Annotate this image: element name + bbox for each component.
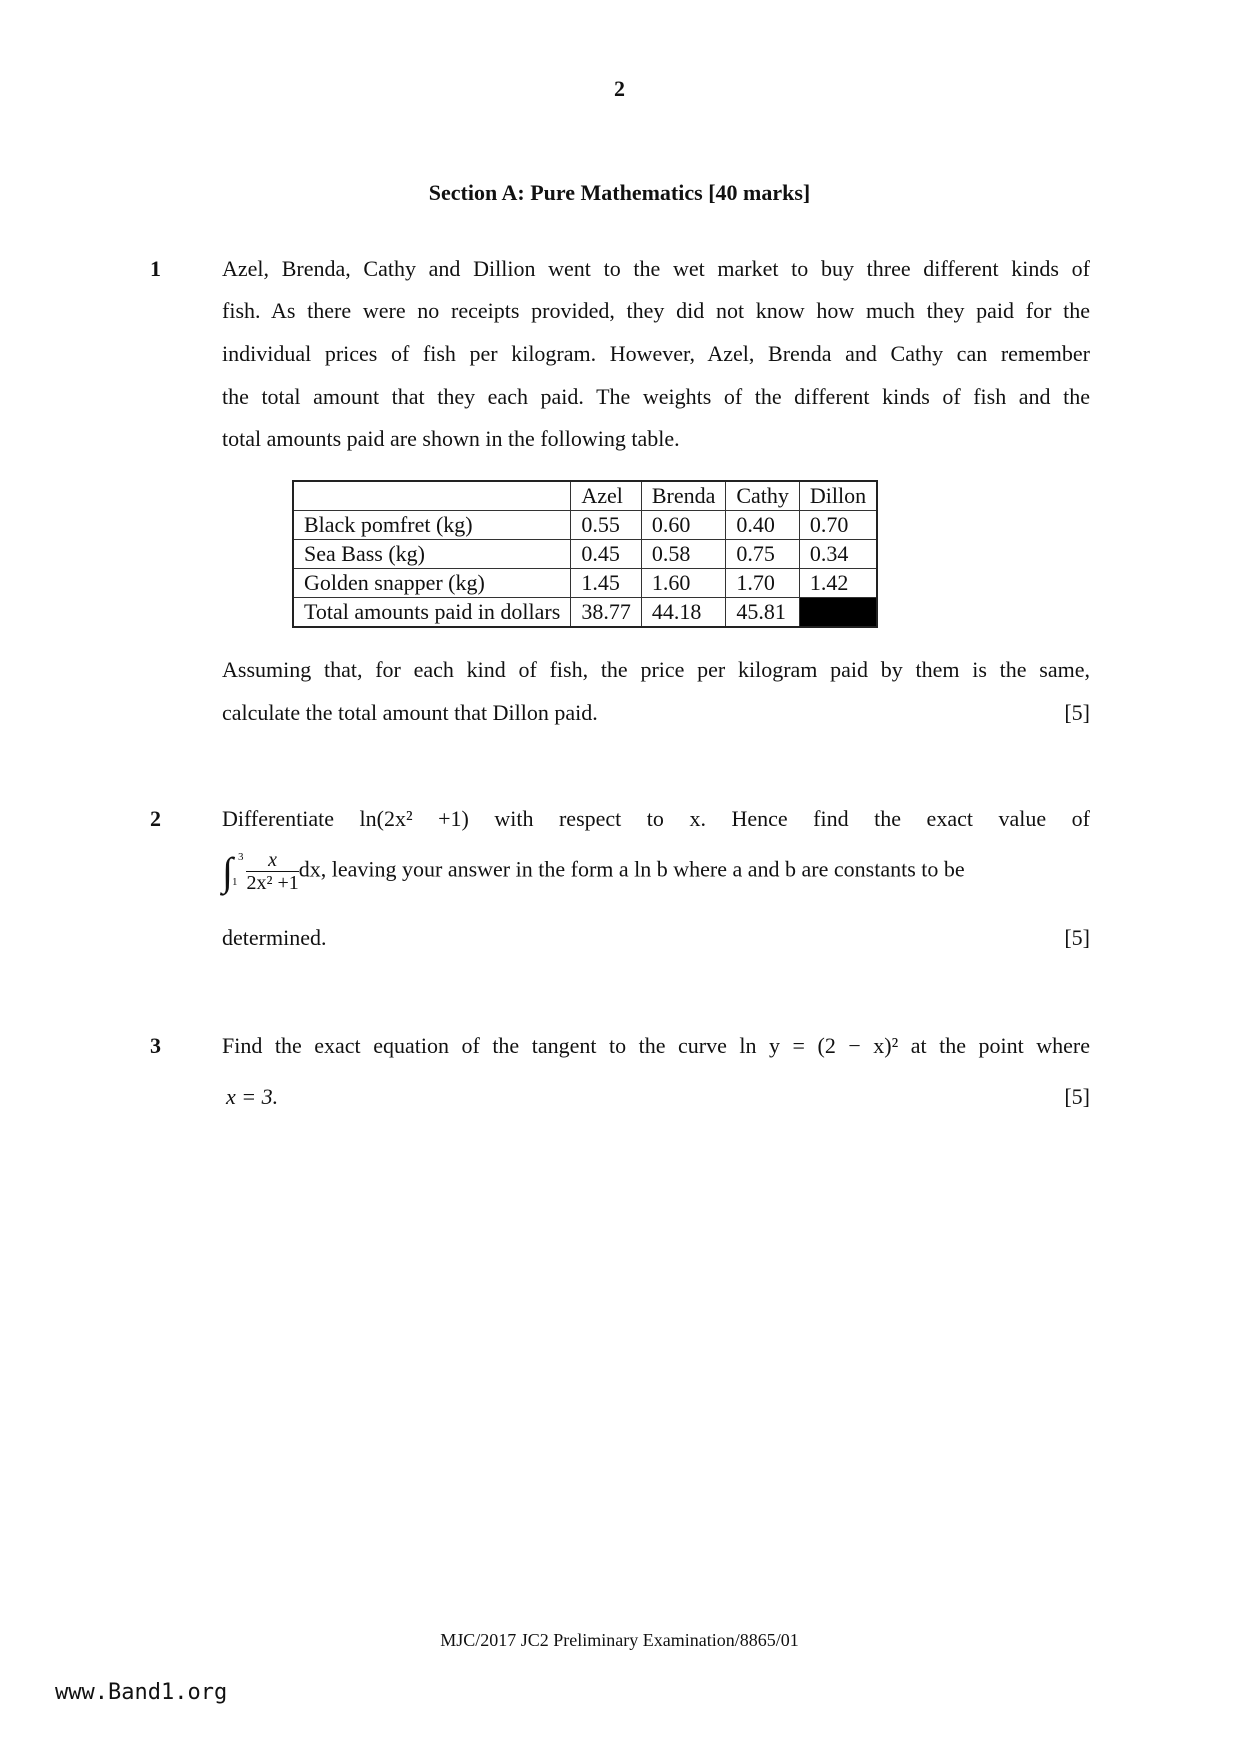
- q3-marks: [5]: [1064, 1084, 1090, 1109]
- table-header: Dillon: [799, 481, 877, 511]
- table-row: [293, 598, 877, 628]
- q2-integral-line: [222, 848, 1090, 895]
- q1-line: total amounts paid are shown in the following table.: [222, 426, 680, 451]
- table-cell: 1.42: [799, 569, 877, 598]
- section-title: Section A: Pure Mathematics [40 marks]: [428, 180, 811, 205]
- watermark: www.Band1.org: [55, 1680, 228, 1705]
- table-row: [293, 511, 877, 540]
- table-cell: 1.70: [726, 569, 800, 598]
- table-cell: 38.77: [571, 598, 642, 628]
- integral-lower: 1: [232, 876, 238, 888]
- q1-line: calculate the total amount that Dillon paid.: [222, 700, 598, 725]
- table-header: Brenda: [641, 481, 726, 511]
- table-row: [293, 569, 877, 598]
- q1-line: the total amount that they each paid. The weights of the different kinds of fish and the: [222, 384, 1090, 409]
- q3-expression: ln y = (2 − x)²: [739, 1033, 899, 1058]
- q1-line: Assuming that, for each kind of fish, the price per kilogram paid by them is the same,: [222, 657, 1090, 682]
- table-cell: 0.70: [799, 511, 877, 540]
- table-header-row: [293, 481, 877, 511]
- integral-upper: 3: [238, 851, 244, 863]
- table-cell: 0.55: [571, 511, 642, 540]
- table-row: [293, 540, 877, 569]
- table-header: Azel: [571, 481, 642, 511]
- page-number: 2: [614, 76, 625, 101]
- q2-text: , leaving your answer in the form a ln b where a and b are constants to be: [320, 856, 965, 882]
- q2-text: with respect to x. Hence find the exact value of: [494, 806, 1090, 831]
- q2-line: determined.: [222, 925, 327, 950]
- table-cell: 1.60: [641, 569, 726, 598]
- q2-text: Differentiate: [222, 806, 334, 831]
- table-cell: 0.60: [641, 511, 726, 540]
- table-cell: 1.45: [571, 569, 642, 598]
- table-cell: 0.58: [641, 540, 726, 569]
- table-cell: Total amounts paid in dollars: [293, 598, 571, 628]
- q1-line: Azel, Brenda, Cathy and Dillion went to the wet market to buy three different kinds of: [222, 256, 1090, 281]
- q1-marks: [5]: [1064, 700, 1090, 725]
- question-2-number: 2: [150, 806, 161, 831]
- question-1-number: 1: [150, 256, 161, 281]
- integral-sign: ∫ 3 1: [222, 849, 244, 894]
- question-3-number: 3: [150, 1033, 161, 1058]
- fraction: [246, 849, 298, 894]
- table-cell: 0.45: [571, 540, 642, 569]
- numerator: x: [246, 849, 298, 872]
- table-cell: 45.81: [726, 598, 800, 628]
- table-header: Cathy: [726, 481, 800, 511]
- q3-text: at the point where: [910, 1033, 1091, 1058]
- q2-marks: [5]: [1064, 925, 1090, 950]
- redacted-cell: [799, 598, 877, 628]
- fish-table: [292, 480, 878, 628]
- table-cell: 0.40: [726, 511, 800, 540]
- table-cell: 0.75: [726, 540, 800, 569]
- q1-line: individual prices of fish per kilogram. However, Azel, Brenda and Cathy can remember: [222, 341, 1090, 366]
- table-cell: 0.34: [799, 540, 877, 569]
- q3-line: x = 3.: [226, 1084, 279, 1109]
- q3-line: [222, 1033, 1090, 1059]
- table-cell: Black pomfret (kg): [293, 511, 571, 540]
- table-cell: Golden snapper (kg): [293, 569, 571, 598]
- table-cell: Sea Bass (kg): [293, 540, 571, 569]
- q2-expression: ln(2x² +1): [359, 806, 469, 831]
- q2-line: [222, 806, 1090, 832]
- denominator: 2x² +1: [246, 872, 299, 894]
- q1-line: fish. As there were no receipts provided, they did not know how much they paid for the: [222, 298, 1090, 323]
- table-cell: 44.18: [641, 598, 726, 628]
- dx: dx: [298, 856, 321, 882]
- table-header: [293, 481, 571, 511]
- footer: MJC/2017 JC2 Preliminary Examination/8865/01: [440, 1630, 799, 1650]
- q3-text: Find the exact equation of the tangent to the curve: [222, 1033, 727, 1058]
